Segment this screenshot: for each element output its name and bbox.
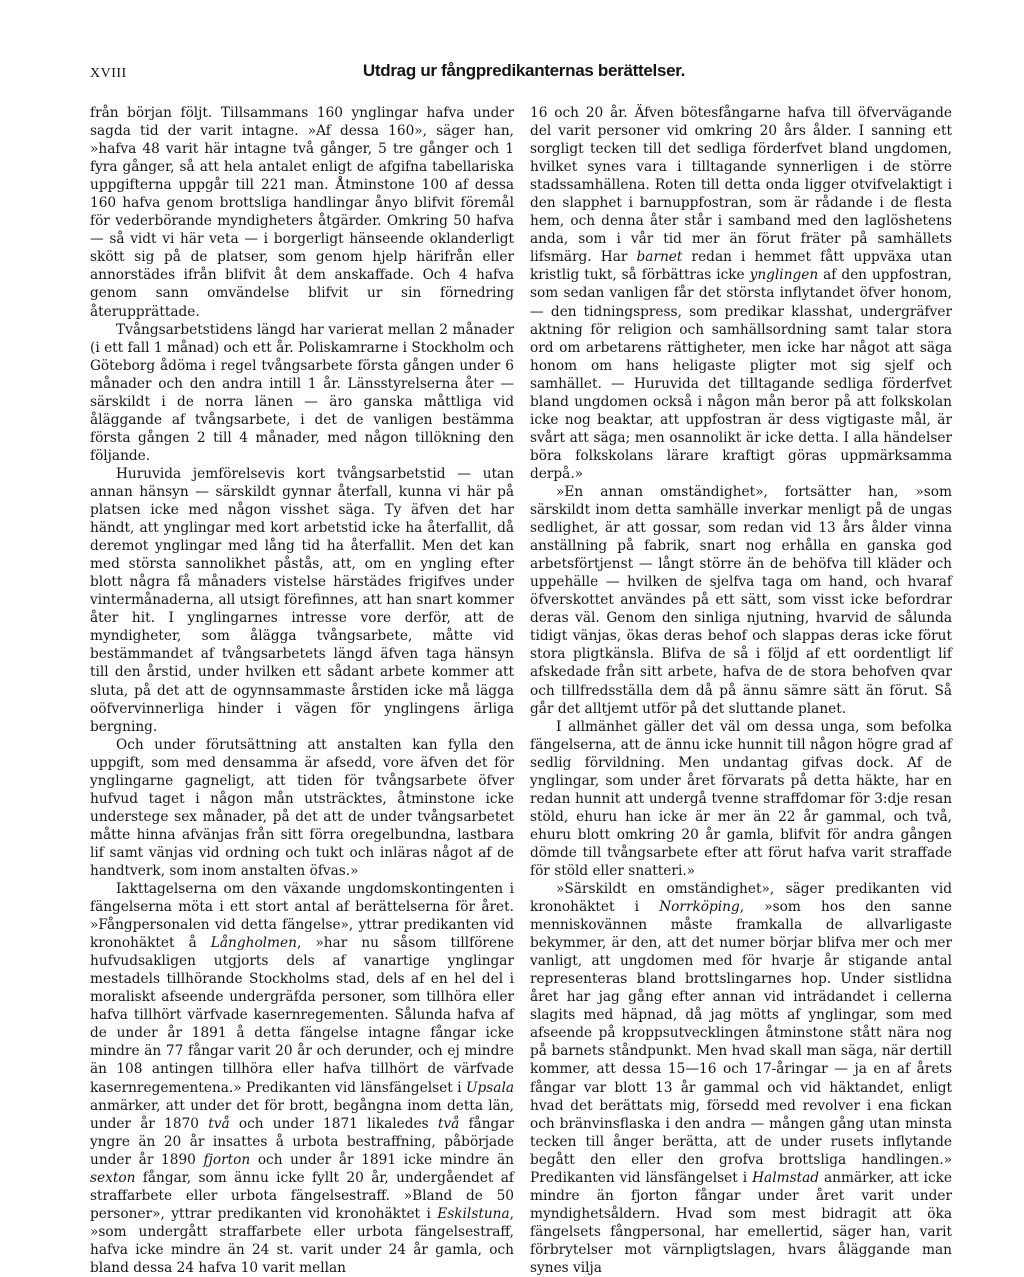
paragraph: från början följt. Tillsammans 160 ynglingar hafva under sagda tid der varit intagne. »Af dessa 160», säger han, »hafva 48 varit här intagne två gånger, 5 tre gånger och 1 fyra gånger, så att hela antalet enligt de afgifna tabellariska uppgifterna uppgår till 221 man. Åtminstone 100 af dessa 160 hafva genom brottsliga handlingar ånyo blifvit föremål för vederbörande myndigheters åtgärder. Omkring 50 hafva — så vidt vi här veta — i borgerligt hänseende oklanderligt skött sig på de platser, som genom hjelp härifrån eller annorstädes ifrån blifvit åt dem anskaffade. Och 4 hafva genom sann omvändelse blifvit ur sin förnedring återupprättade. xyxy=(90,105,514,320)
emphasis: Upsala xyxy=(465,1079,514,1096)
emphasis: Halmstad xyxy=(752,1169,820,1186)
emphasis: sexton xyxy=(90,1169,136,1186)
emphasis: två xyxy=(437,1115,460,1132)
emphasis: två xyxy=(208,1115,230,1132)
paragraph: »Särskildt en omständighet», säger predikanten vid kronohäktet i Norrköping, »som hos den sanne menniskovännen måste framkalla de allvarligaste bekymmer, är den, att det numer börjar blifva mer och mer vanligt, att ungdomen med för hvarje år stigande antal representeras bland brottslingarnes hop. Under sistlidna året har jag gång efter annan vid inträdandet i cellerna slagits med häpnad, då jag mötts af ynglingar, som med afseende på kroppsutvecklingen åtminstone stått nära nog på barnets ståndpunkt. Men hvad skall man säga, när dertill kommer, att dessa 15—16 och 17-åringar — ja en af årets fångar var blott 13 år gammal och vid häktandet, enligt hvad det berättats mig, försedd med revolver i ena fickan och bränvinsflaska i den andra — mången gång utan minsta tecken till ånger berätta, att de under rusets inflytande begått den eller den grofva brottsliga handlingen.» Predikanten vid länsfängelset i Halmstad anmärker, att icke mindre än fjorton fångar under året varit under myndighetsåldern. Hvad som mest bidragit att öka fängelsets fångpersonal, har emellertid, säger han, varit förbrytelser mot värnpligtslagen, hvars åläggande man synes vilja xyxy=(530,881,952,1276)
emphasis: Norrköping xyxy=(659,899,740,916)
running-title: Utdrag ur fångpredikanternas berättelser. xyxy=(362,61,686,80)
paragraph: 16 och 20 år. Äfven bötesfångarne hafva till öfvervägande del varit personer vid omkring 20 års ålder. I sanning ett sorgligt tecken till det sedliga förderfvet bland ungdomen, hvilket synes vara i tilltagande synnerligen i de större stadssamhällena. Roten till detta onda ligger otvifvelaktigt i den slapphet i barnuppfostran, som är rådande i de flesta hem, och denna åter står i samband med den laglöshetens anda, som i vår tid mer än förut fräter på samhällets lifsmärg. Har barnet redan i hemmet fått uppväxa utan kristlig tukt, så förbättras icke ynglingen af den uppfostran, som sedan vanligen får det största inflytandet öfver honom, — den tidningspress, som predikar klasshat, undergräfver aktning för religion och samhällsordning samt talar stora ord om arbetarens rättigheter, men icke har något att säga honom om hans heligaste pligter mot sig sjelf och samhället. — Huruvida det tilltagande sedliga förderfvet bland ungdomen också i någon mån beror på att folkskolan icke nog beaktar, att uppfostran är dess vigtigaste mål, är svårt att säga; men osannolikt är icke detta. I alla händelser böra folkskolans lärare kraftigt göras uppmärksamma derpå.» xyxy=(530,105,953,482)
paragraph: Iakttagelserna om den växande ungdomskontingenten i fängelserna möta i ett stort antal af berättelserna för året. »Fångpersonalen vid detta fängelse», yttrar predikanten vid kronohäktet å Långholmen, »har nu såsom tillförene hufvudsakligen utgjorts dels af vanartige ynglingar mestadels tillhörande Stockholms stad, dels af en hel del i moraliskt afseende undergräfda personer, som tillhöra eller hafva tillhört värfvade kasernregementen. Sålunda hafva af de under år 1891 å detta fängelse intagne fångar icke mindre än 77 fångar varit 20 år och derunder, och ej mindre än 108 antingen tillhöra eller hafva tillhört de värfvade kasernregementena.» Predikanten vid länsfängelset i Upsala anmärker, att under det för brott, begångna inom detta län, under år 1870 två och under 1871 likaledes två fångar yngre än 20 år insattes å urbota bestraffning, påbörjade under år 1890 fjorton och under år 1891 icke mindre än sexton fångar, som ännu icke fyllt 20 år, undergåendet af straffarbete eller urbota fängelsestraff. »Bland de 50 personer», yttrar predikanten vid kronohäktet i Eskilstuna, »som undergått straffarbete eller urbota fängelsestraff, hafva icke mindre än 24 st. varit under 24 år gamla, och bland dessa 24 hafva 10 varit mellan xyxy=(90,881,514,1276)
emphasis: Eskilstuna xyxy=(437,1205,510,1222)
paragraph: Tvångsarbetstidens längd har varierat mellan 2 månader (i ett fall 1 månad) och ett år. Poliskamrarne i Stockholm och Göteborg ådöma i regel tvångsarbete första gången under 6 månader och den andra intill 1 år. Länsstyrelserna åter — särskildt i de norra länen — äro ganska måttliga vid åläggande af tvångsarbete, i det de vanligen bestämma första gången 2 till 4 månader, med någon tillökning den följande. xyxy=(90,321,514,464)
emphasis: barnet xyxy=(636,249,683,266)
paragraph: Och under förutsättning att anstalten kan fylla den uppgift, som med densamma är afsedd, vore äfven det för ynglingarne gagneligt, att tiden för tvångsarbete öfver hufvud taget i någon mån utsträcktes, åtminstone icke understege sex månader, på det att de under tvångsarbetet måtte hinna afvänjas från sitt förra oregelbundna, lastbara lif samt vänjas vid ordning och tukt och inläras något af de handtverk, som inom anstalten öfvas.» xyxy=(90,736,514,879)
left-column xyxy=(90,104,514,1277)
right-column xyxy=(530,104,952,1277)
emphasis: Långholmen xyxy=(210,935,297,952)
page-number: XVIII xyxy=(90,66,127,81)
paragraph: »En annan omständighet», fortsätter han, »som särskildt inom detta samhälle inverkar menligt på de ungas sedlighet, är att gossar, som redan vid 13 års ålder vinna anställning på fabrik, snart nog erhålla en ganska god arbetsförtjenst — långt större än de behöfva till kläder och uppehälle — hvilken de sjelfva taga om hand, och hvaraf öfverskottet användes på ett sätt, som visst icke befordrar deras väl. Genom den sinliga njutning, hvarvid de sålunda tidigt vänjas, ökas deras behof och slappas deras icke förut stora pligtkänsla. Blifva de så i följd af ett oordentligt lif afskedade från sitt arbete, hafva de de stora behofven qvar och tillfredsställa dem då på ännu sämre sätt än förut. Så går det alltjemt utför på det sluttande planet. xyxy=(530,483,952,717)
emphasis: fjorton xyxy=(203,1151,251,1168)
paragraph: Huruvida jemförelsevis kort tvångsarbetstid — utan annan hänsyn — särskildt gynnar återfall, kunna vi här på platsen icke med någon visshet säga. Ty äfven det har händt, att ynglingar med kort arbetstid icke ha återfallit, då deremot ynglingar med lång tid ha återfallit. Men det kan med största sannolikhet påstås, att, om en yngling efter blott några få månaders vistelse härstädes frigifves under vintermånaderna, all utsigt förefinnes, att han snart kommer åter hit. I ynglingarnes intresse vore derför, att de myndigheter, som ålägga tvångsarbete, måtte vid bestämmandet af tvångsarbetets längd äfven taga hänsyn till den årstid, under hvilken ett sådant arbete kommer att sluta, på det att de ogynnsammaste årstiden icke må lägga oöfvervinnerliga hinder i vägen för ynglingens ärliga bergning. xyxy=(90,465,514,735)
paragraph: I allmänhet gäller det väl om dessa unga, som befolka fängelserna, att de ännu icke hunnit till någon högre grad af sedlig förvildning. Men undantag gifvas dock. Af de ynglingar, som under året förvarats på detta häkte, har en redan hunnit att undergå tvenne straffdomar för 3:dje resan stöld, ehuru han icke är mer än 22 år gammal, och två, ehuru blott omkring 20 år gamla, blifvit för andra gången dömde till tvångsarbete efter att förut hafva varit straffade för stöld eller snatteri.» xyxy=(530,718,952,879)
emphasis: ynglingen xyxy=(749,267,819,284)
